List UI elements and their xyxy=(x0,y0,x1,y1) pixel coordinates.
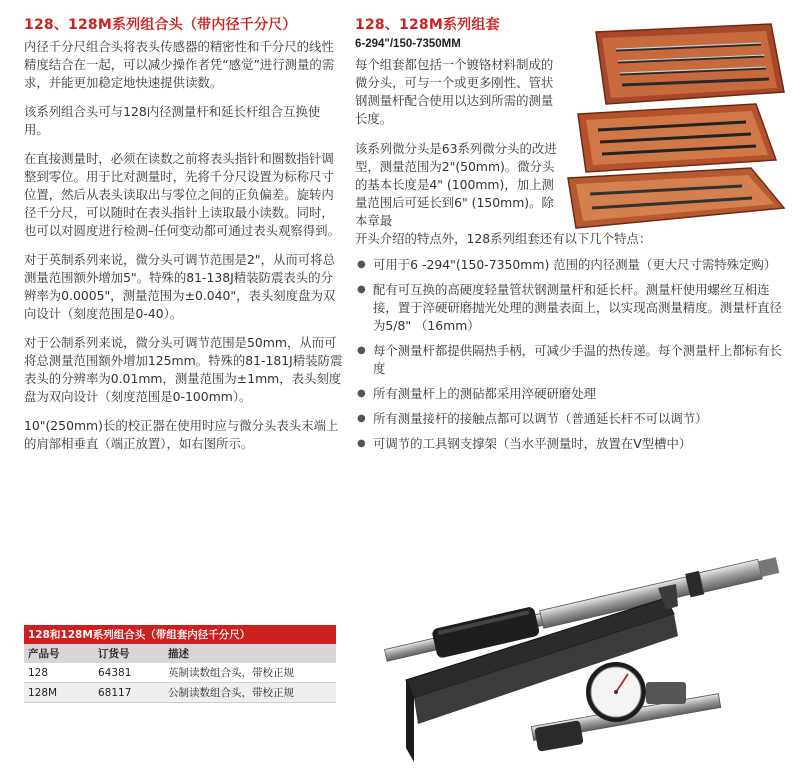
section-title-combination-head: 128、128M系列组合头（带内径千分尺） xyxy=(24,17,297,33)
table-header-product-no: 产品号 xyxy=(24,644,94,663)
paragraph-compatibility: 该系列组合头可与128内径测量杆和延长杆组合互换使用。 xyxy=(24,104,321,137)
table-title: 128和128M系列组合头（带组套内径千分尺） xyxy=(24,625,336,644)
table-header-order-no: 订货号 xyxy=(94,644,164,663)
feature-list xyxy=(355,256,785,453)
list-item: ● 配有可互换的高硬度轻量管状钢测量杆和延长杆。测量杆使用螺丝互相连接，置于淬硬研磨抛光处理的测量表面上，以实现高测量精度。测量杆直径为5/8" （16mm） xyxy=(355,281,785,335)
paragraph-micrometer-head: 该系列微分头是63系列微分头的改进型，测量范围为2"(50mm)。微分头的基本长度是4" (100mm)，加上测量范围后可延长到6" (150mm)。除本章最 xyxy=(355,141,557,228)
product-table xyxy=(24,625,336,703)
table-cell: 公制读数组合头，带校正规 xyxy=(164,683,336,703)
list-item: ● 每个测量杆都提供隔热手柄，可减少手温的热传递。每个测量杆上都标有长度 xyxy=(355,342,785,378)
range-subtitle: 6-294"/150-7350MM xyxy=(355,38,461,50)
micrometer-and-setting-gauge-image xyxy=(366,510,786,770)
paragraph-features-intro: 开头介绍的特点外，128系列组套还有以下几个特点： xyxy=(355,231,652,246)
paragraph-metric-series: 对于公制系列来说，微分头可调节范围是50mm，从而可将总测量范围额外增加125mm。特殊的81-181J精装防震表头的分辨率为0.01mm，测量范围为±1mm，表头刻度盘为双向设计（刻度范围是0-100mm）。 xyxy=(24,335,343,404)
list-item: ● 可用于6 -294"(150-7350mm) 范围的内径测量（更大尺寸需特殊定购） xyxy=(355,256,785,274)
table-cell: 英制读数组合头，带校正规 xyxy=(164,663,336,683)
table-cell: 68117 xyxy=(94,683,164,703)
paragraph-setting-gauge: 10"(250mm)长的校正器在使用时应与微分头表头末端上的肩部相垂直（端正放置），如右图所示。 xyxy=(24,418,339,451)
table-cell: 128M xyxy=(24,683,94,703)
section-title-sets: 128、128M系列组套 xyxy=(355,17,500,33)
table-cell: 64381 xyxy=(94,663,164,683)
table-row xyxy=(24,663,336,683)
list-item: ● 所有测量杆上的测砧都采用淬硬研磨处理 xyxy=(355,385,785,403)
table-row xyxy=(24,683,336,703)
table-cell: 128 xyxy=(24,663,94,683)
paragraph-intro: 内径千分尺组合头将表头传感器的精密性和千分尺的线性精度结合在一起，可以减少操作者凭“感觉”进行测量的需求，并能更加稳定地快速提供读数。 xyxy=(24,39,335,90)
wooden-case-set-image xyxy=(566,22,786,230)
left-column xyxy=(24,14,344,464)
list-item: ● 所有测量接杆的接触点都可以调节（普通延长杆不可以调节） xyxy=(355,410,785,428)
list-item: ● 可调节的工具钢支撑架（当水平测量时，放置在V型槽中） xyxy=(355,435,785,453)
paragraph-direct-measurement: 在直接测量时，必须在读数之前将表头指针和圈数指针调整到零位。用于比对测量时，先将千分尺设置为标称尺寸位置，然后从表头读取出与零位之间的正负偏差。旋转内径千分尺，可以随时在表头指针上读取最小读数。同时，也可以对圆度进行检测–任何变动都可通过表头观察得到。 xyxy=(24,151,340,238)
paragraph-set-contents: 每个组套都包括一个镀铬材料制成的微分头，可与一个或更多刚性、管状钢测量杆配合使用以达到所需的测量长度。 xyxy=(355,57,554,126)
table-header-description: 描述 xyxy=(164,644,336,663)
paragraph-inch-series: 对于英制系列来说，微分头可调节范围是2"，从而可将总测量范围额外增加5"。特殊的81-138J精装防震表头的分辨率为0.0005"，测量范围为±0.040"，表头刻度盘为双向设计（刻度范围是0-40）。 xyxy=(24,252,336,321)
